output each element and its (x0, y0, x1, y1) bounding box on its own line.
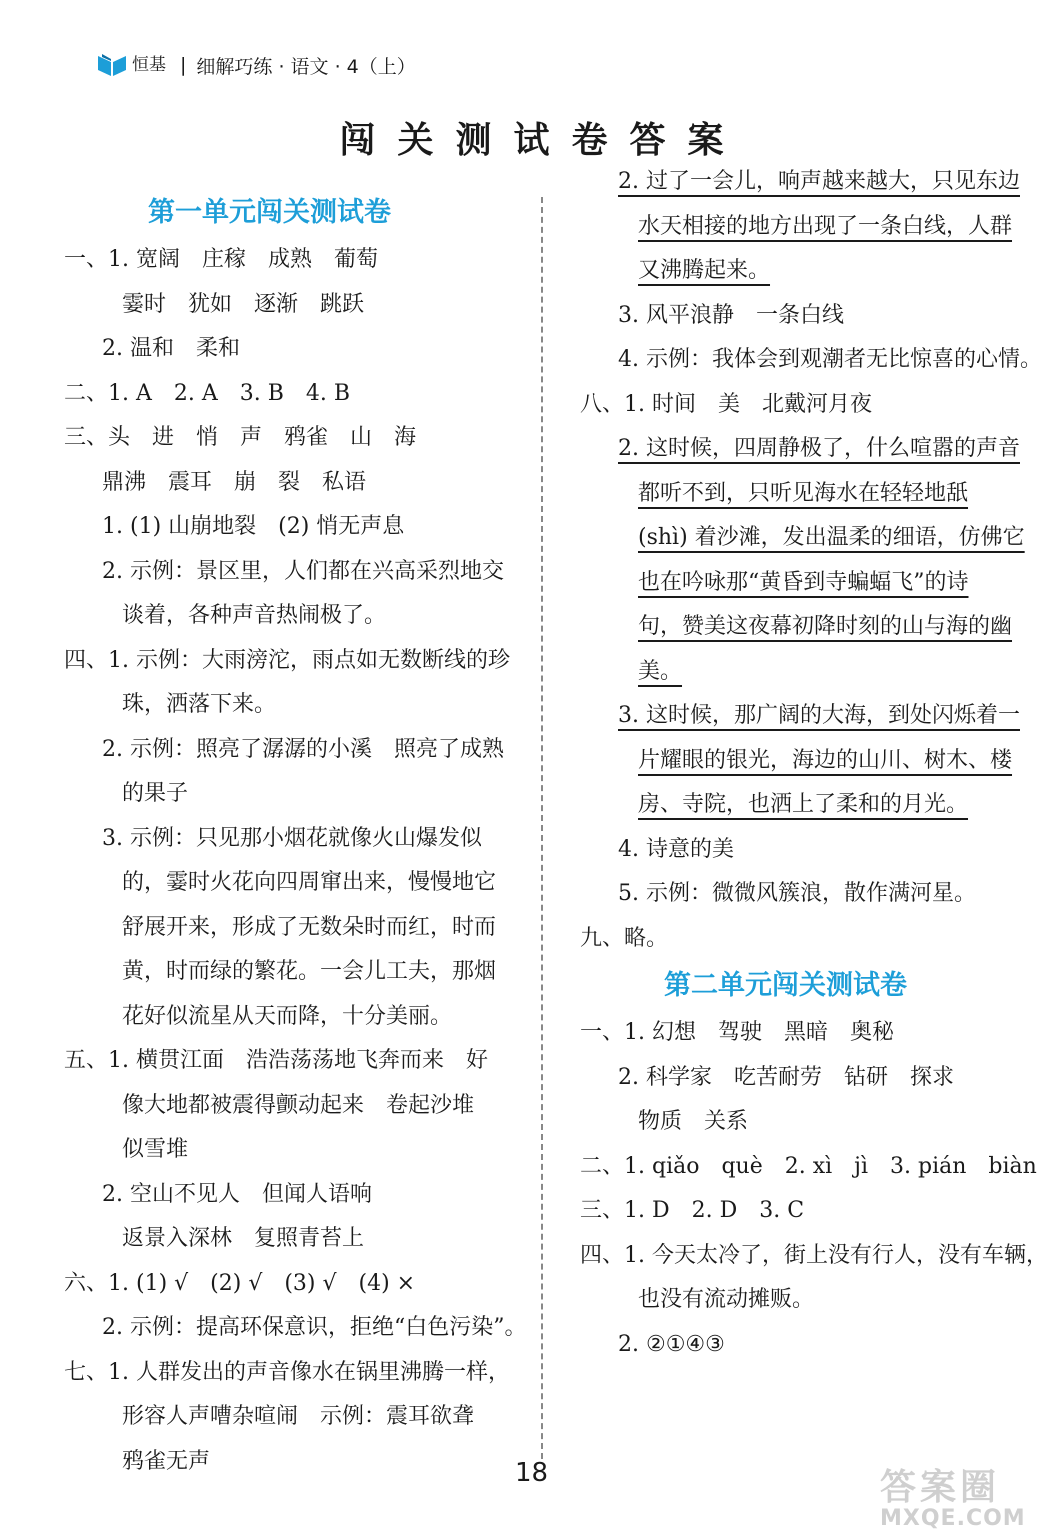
answer-text: 四、1. 今天太冷了，街上没有行人，没有车辆， (580, 1242, 1048, 1268)
answer-text: 美。 (638, 658, 683, 684)
answer-text: 2. 示例：景区里，人们都在兴高采烈地交 (102, 558, 504, 584)
answer-text: 二、1. A 2. A 3. B 4. B (64, 380, 351, 406)
answer-line (64, 1084, 524, 1129)
left-column (64, 188, 527, 1484)
answer-text: 一、1. 宽阔 庄稼 成熟 葡萄 (64, 247, 378, 272)
brand-logo (96, 52, 166, 78)
answer-line (64, 1262, 524, 1307)
answer-text: 2. 科学家 吃苦耐劳 钻研 探求 (618, 1064, 954, 1090)
answer-text: 物质 关系 (638, 1109, 749, 1134)
answer-line (580, 383, 1040, 428)
answer-line (580, 650, 1040, 695)
logo-text: 恒基 (132, 54, 166, 75)
answer-text: 2. 示例：提高环保意识，拒绝“白色污染”。 (102, 1315, 527, 1340)
answer-line (580, 205, 1040, 250)
answer-line (580, 561, 1040, 606)
answer-line (64, 1039, 524, 1084)
answer-text: 二、1. qiǎo què 2. xì jì 3. pián biàn (580, 1153, 1037, 1179)
watermark (880, 1467, 1050, 1531)
answer-text: 一、1. 幻想 驾驶 黑暗 奥秘 (580, 1020, 894, 1045)
answer-text: 七、1. 人群发出的声音像水在锅里沸腾一样， (64, 1359, 510, 1385)
series-title: 细解巧练 · 语文 · 4（上） (196, 55, 416, 78)
answer-text: 房、寺院，也洒上了柔和的月光。 (638, 792, 969, 817)
answer-text: 形容人声嘈杂喧闹 示例：震耳欲聋 (122, 1404, 475, 1429)
answer-text: 五、1. 横贯江面 浩浩荡荡地飞奔而来 好 (64, 1048, 488, 1073)
answer-text: 的果子 (122, 781, 189, 806)
answer-text: 鼎沸 震耳 崩 裂 私语 (102, 469, 367, 495)
answer-text: 四、1. 示例：大雨滂沱，雨点如无数断线的珍 (64, 647, 510, 673)
answer-text: 5. 示例：微微风簇浪，散作满河星。 (618, 881, 976, 906)
answer-text: 像大地都被震得颤动起来 卷起沙堆 (122, 1092, 475, 1118)
answer-text: 的，霎时火花向四周窜出来，慢慢地它 (122, 870, 497, 895)
answer-line (64, 1128, 524, 1173)
answer-text: 2. 空山不见人 但闻人语响 (102, 1181, 372, 1207)
answer-text: 也在吟咏那“黄昏到寺蝙蝠飞”的诗 (638, 569, 969, 595)
answer-text: 句，赞美这夜幕初降时刻的山与海的幽 (638, 614, 1013, 639)
answer-line (580, 472, 1040, 517)
answer-line (580, 338, 1040, 383)
answer-line (64, 728, 524, 773)
answer-line (64, 950, 524, 995)
answer-line (64, 772, 524, 817)
answer-line (64, 1217, 524, 1262)
answer-text: 三、1. D 2. D 3. C (580, 1198, 805, 1223)
answer-line (580, 783, 1040, 828)
answer-text: 似雪堆 (122, 1137, 189, 1162)
answer-line (64, 283, 524, 328)
answer-line (580, 828, 1040, 873)
answer-line (580, 694, 1040, 739)
answer-line (64, 1395, 524, 1440)
answer-line (64, 1173, 524, 1218)
answer-line (580, 605, 1040, 650)
answer-line (580, 427, 1040, 472)
answer-line (580, 1056, 1040, 1101)
answer-line (64, 594, 524, 639)
answer-line (580, 160, 1040, 205)
answer-text: 鸦雀无声 (122, 1448, 211, 1474)
header-separator: | (180, 54, 187, 76)
section-title (580, 961, 1040, 1011)
column-divider (541, 197, 543, 1459)
answer-line (64, 550, 524, 595)
answer-line (64, 861, 524, 906)
page-header (96, 50, 416, 80)
answer-text: (shì) 着沙滩，发出温柔的细语，仿佛它 (638, 525, 1025, 550)
answer-text: 舒展开来，形成了无数朵时而红，时而 (122, 914, 497, 940)
answer-line (580, 294, 1040, 339)
watermark-cn: 答案圈 (880, 1467, 1001, 1508)
answer-line (580, 1011, 1040, 1056)
answer-line (580, 1278, 1040, 1323)
answer-line (64, 906, 524, 951)
answer-line (64, 327, 524, 372)
watermark-en: MXQE.COM (880, 1506, 1026, 1531)
answer-line (64, 238, 524, 283)
answer-text: 2. 示例：照亮了潺潺的小溪 照亮了成熟 (102, 736, 504, 762)
answer-text: 2. 过了一会儿，响声越来越大，只见东边 (618, 169, 1020, 194)
answer-text: 谈着，各种声音热闹极了。 (122, 603, 387, 628)
answer-line (580, 1145, 1040, 1190)
answer-text: 2. ②①④③ (618, 1331, 725, 1357)
answer-text: 返景入深林 复照青苔上 (122, 1226, 365, 1251)
right-column (580, 160, 1048, 1367)
answer-text: 3. 风平浪静 一条白线 (618, 302, 844, 328)
answer-line (580, 249, 1040, 294)
answer-line (580, 872, 1040, 917)
answer-line (64, 1306, 527, 1351)
page-number: 18 (514, 1458, 549, 1488)
answer-line (64, 416, 524, 461)
answer-line (580, 1234, 1048, 1279)
answer-line (64, 639, 524, 684)
answer-line (580, 516, 1040, 561)
answer-text: 1. (1) 山崩地裂 (2) 悄无声息 (102, 514, 405, 539)
answer-line (580, 917, 1040, 962)
answer-line (64, 683, 524, 728)
section-title (64, 188, 524, 238)
answer-text: 第一单元闯关测试卷 (148, 197, 391, 228)
answer-line (64, 505, 524, 550)
answer-text: 3. 这时候，那广阔的大海，到处闪烁着一 (618, 703, 1020, 728)
answer-line (580, 739, 1040, 784)
answer-text: 3. 示例：只见那小烟花就像火山爆发似 (102, 825, 482, 851)
answer-text: 也没有流动摊贩。 (638, 1287, 815, 1312)
answer-line (64, 817, 524, 862)
answer-text: 三、头 进 悄 声 鸦雀 山 海 (64, 425, 417, 450)
answer-line (64, 461, 524, 506)
answer-text: 霎时 犹如 逐渐 跳跃 (122, 291, 365, 317)
answer-line (64, 372, 524, 417)
answer-text: 又沸腾起来。 (638, 258, 771, 283)
answer-text: 花好似流星从天而降，十分美丽。 (122, 1003, 453, 1029)
answer-text: 九、略。 (580, 925, 669, 951)
answer-text: 黄，时而绿的繁花。一会儿工夫，那烟 (122, 959, 497, 984)
answer-line (64, 1351, 524, 1396)
answer-line (580, 1189, 1040, 1234)
answer-text: 都听不到，只听见海水在轻轻地舐 (638, 480, 969, 506)
answer-text: 2. 温和 柔和 (102, 336, 240, 361)
answer-text: 4. 诗意的美 (618, 836, 734, 862)
answer-line (580, 1100, 1040, 1145)
answer-text: 2. 这时候，四周静极了，什么喧嚣的声音 (618, 436, 1020, 461)
answer-line (64, 995, 524, 1040)
answer-text: 八、1. 时间 美 北戴河月夜 (580, 391, 872, 417)
page-title: 闯关测试卷答案 (339, 119, 746, 161)
answer-text: 六、1. (1) √ (2) √ (3) √ (4) × (64, 1270, 416, 1296)
answer-text: 水天相接的地方出现了一条白线，人群 (638, 213, 1013, 239)
answer-text: 第二单元闯关测试卷 (664, 970, 907, 1001)
answer-line (580, 1323, 1040, 1368)
answer-text: 4. 示例：我体会到观潮者无比惊喜的心情。 (618, 347, 1042, 372)
book-logo-icon (96, 52, 128, 78)
answer-text: 珠，洒落下来。 (122, 692, 277, 717)
answer-text: 片耀眼的银光，海边的山川、树木、楼 (638, 747, 1013, 773)
